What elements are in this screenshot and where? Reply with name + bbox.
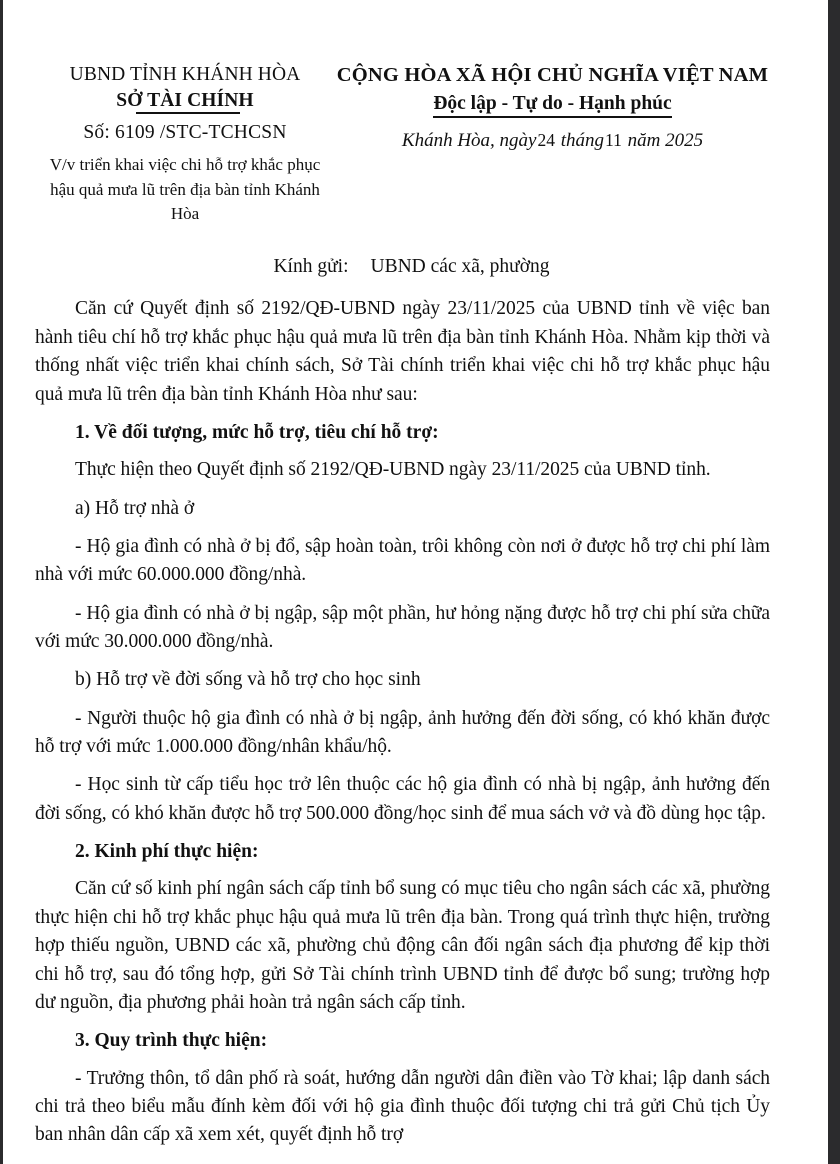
document-number-line xyxy=(35,122,335,144)
document-subject: V/v triển khai việc chi hỗ trợ khắc phục hậu quả mưa lũ trên địa bàn tỉnh Khánh Hòa xyxy=(49,155,321,224)
section-2-body: Căn cứ số kinh phí ngân sách cấp tỉnh bổ sung có mục tiêu cho ngân sách các xã, phường thực hiện chi hỗ trợ khắc phục hậu quả mưa lũ trên địa bàn. Trong quá trình thực hiện, trường hợp thiếu nguồn, UBND các xã, phường chủ động cân đối ngân sách địa phương để kịp thời chi hỗ trợ, sau đó tổng hợp, gửi Sở Tài chính trình UBND tỉnh để được bổ sung; trường hợp dư nguồn, địa phương phải hoàn trả ngân sách cấp tỉnh. xyxy=(35,878,770,1013)
document-page xyxy=(3,0,828,1164)
date-year: 2025 xyxy=(665,129,704,151)
department-underline xyxy=(136,112,240,114)
document-number-label: Số: xyxy=(83,122,110,144)
page-edge-right xyxy=(828,0,840,1164)
section-2-heading: 2. Kinh phí thực hiện: xyxy=(75,841,259,863)
date-place: Khánh Hòa, ngày xyxy=(401,129,537,151)
document-number-value: 6109 xyxy=(115,122,155,144)
date-line xyxy=(335,130,770,152)
date-year-label: năm xyxy=(627,129,661,151)
date-month-label: tháng xyxy=(560,129,604,151)
intro-paragraph: Căn cứ Quyết định số 2192/QĐ-UBND ngày 23/11/2025 của UBND tỉnh về việc ban hành tiêu chí hỗ trợ khắc phục hậu quả mưa lũ trên địa bàn tỉnh Khánh Hòa. Nhằm kịp thời và thống nhất việc triển khai chính sách, Sở Tài chính triển khai việc chi hỗ trợ khắc phục hậu quả mưa lũ trên địa bàn tỉnh Khánh Hòa như sau: xyxy=(35,298,770,405)
section-1-heading: 1. Về đối tượng, mức hỗ trợ, tiêu chí hỗ trợ: xyxy=(75,421,439,443)
date-month: 11 xyxy=(605,129,622,150)
document-header xyxy=(3,0,828,226)
recipient-line xyxy=(35,256,770,278)
document-body xyxy=(35,226,770,1149)
section-1b-item-1: - Người thuộc hộ gia đình có nhà ở bị ngập, ảnh hưởng đến đời sống, có khó khăn được hỗ trợ với mức 1.000.000 đồng/nhân khẩu/hộ. xyxy=(35,707,770,758)
document-number-suffix: /STC-TCHCSN xyxy=(159,122,287,144)
section-1a-heading: a) Hỗ trợ nhà ở xyxy=(75,497,195,519)
section-1a-item-2: - Hộ gia đình có nhà ở bị ngập, sập một phần, hư hỏng nặng được hỗ trợ chi phí sửa chữa với mức 30.000.000 đồng/nhà. xyxy=(35,602,770,653)
section-3-heading: 3. Quy trình thực hiện: xyxy=(75,1030,268,1052)
motto-underline xyxy=(433,116,671,118)
date-day: 24 xyxy=(537,129,555,150)
section-3-body: - Trưởng thôn, tổ dân phố rà soát, hướng dẫn người dân điền vào Tờ khai; lập danh sách chi trả theo biểu mẫu đính kèm đối với hộ gia đình thuộc đối tượng chi trả gửi Chủ tịch Ủy ban nhân dân cấp xã xem xét, quyết định hỗ trợ xyxy=(35,1067,770,1146)
province-name: UBND TỈNH KHÁNH HÒA xyxy=(69,64,301,85)
section-1a-item-1: - Hộ gia đình có nhà ở bị đổ, sập hoàn toàn, trôi không còn nơi ở được hỗ trợ chi phí làm nhà với mức 60.000.000 đồng/nhà. xyxy=(35,535,770,586)
section-1b-item-2: - Học sinh từ cấp tiểu học trở lên thuộc các hộ gia đình có nhà bị ngập, ảnh hưởng đến đời sống, có khó khăn được hỗ trợ 500.000 đồng/học sinh để mua sách vở và đồ dùng học tập. xyxy=(35,774,770,824)
section-1-intro: Thực hiện theo Quyết định số 2192/QĐ-UBND ngày 23/11/2025 của UBND tỉnh. xyxy=(75,459,711,481)
issuing-agency-block xyxy=(35,62,335,226)
national-motto-text: Độc lập - Tự do - Hạnh phúc xyxy=(433,92,672,114)
nation-title: CỘNG HÒA XÃ HỘI CHỦ NGHĨA VIỆT NAM xyxy=(336,64,769,86)
recipient-label: Kính gửi: xyxy=(273,256,349,278)
recipient-value: UBND các xã, phường xyxy=(370,256,550,278)
national-motto xyxy=(433,91,671,116)
national-heading-block xyxy=(335,62,828,152)
section-1b-heading: b) Hỗ trợ về đời sống và hỗ trợ cho học sinh xyxy=(75,669,421,691)
page-content xyxy=(3,0,828,1164)
department-name-text: SỞ TÀI CHÍNH xyxy=(116,89,254,111)
department-name xyxy=(116,88,253,113)
